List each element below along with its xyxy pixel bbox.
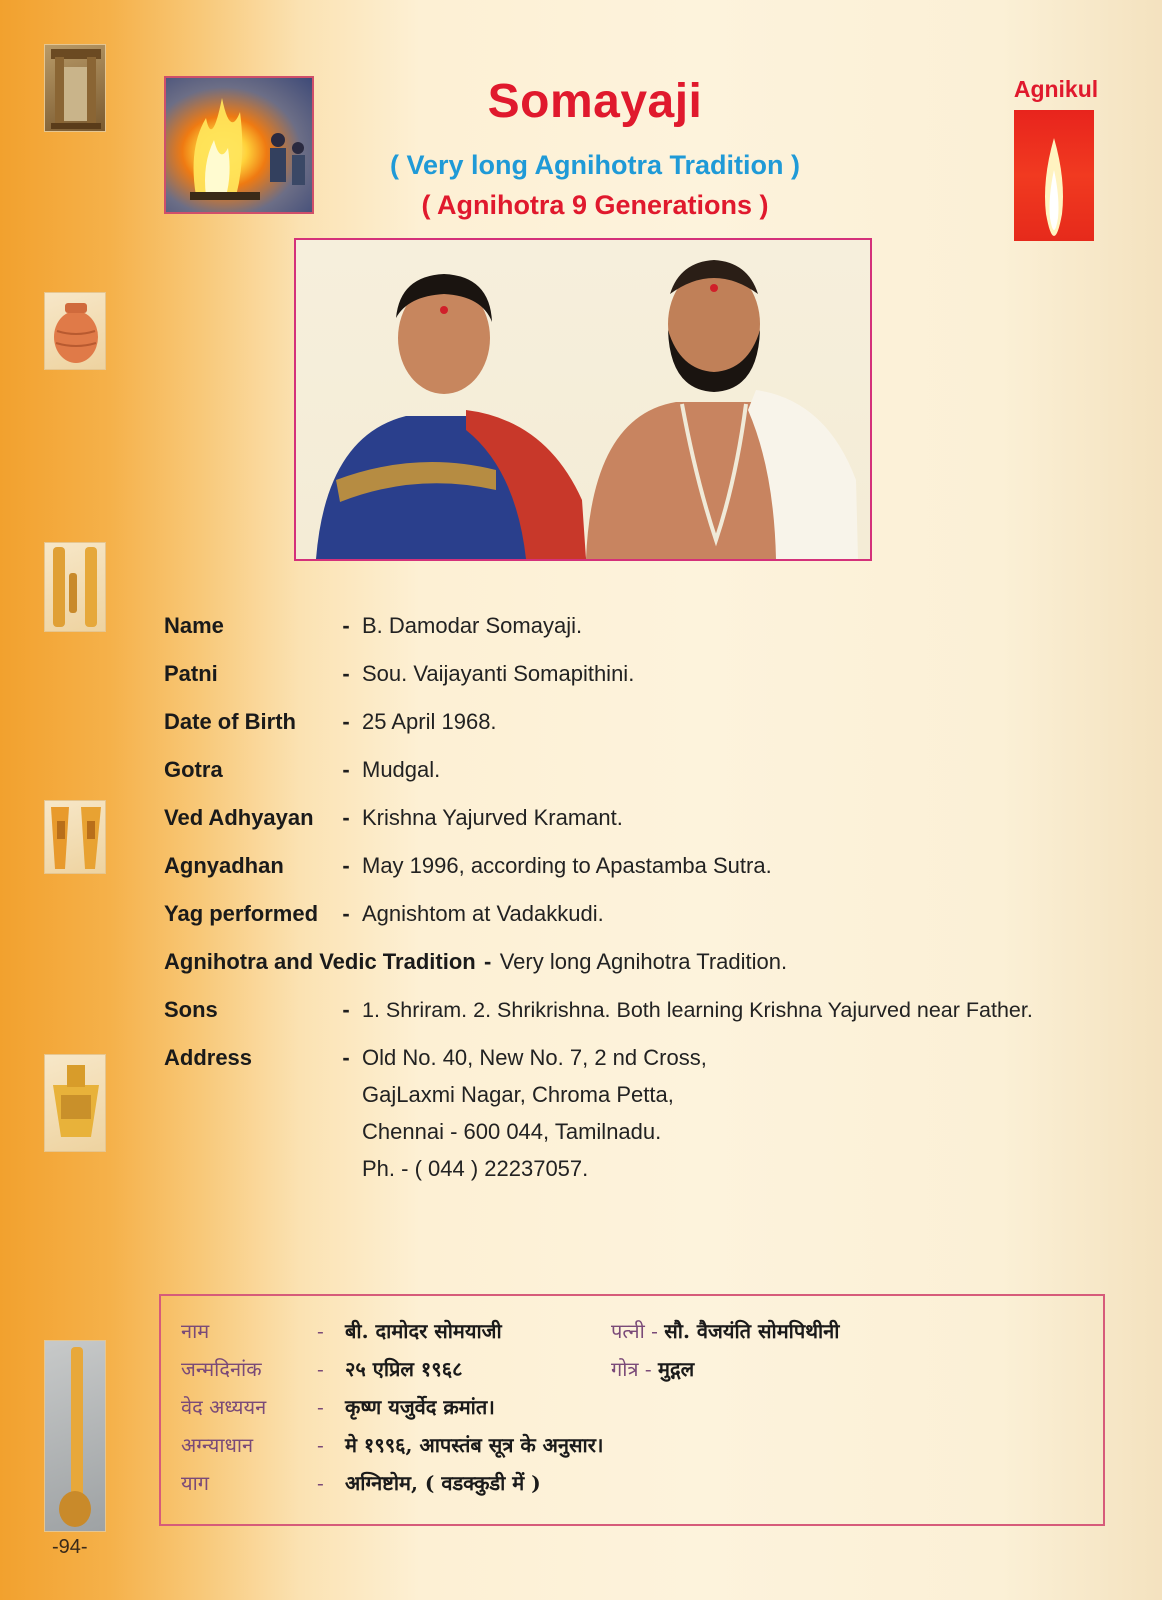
detail-value: B. Damodar Somayaji. (362, 613, 583, 638)
detail-separator: - (342, 709, 350, 734)
flame-icon (1014, 110, 1094, 241)
detail-row-patni (164, 660, 1124, 708)
detail-label: Name (164, 613, 224, 638)
hindi-label: नाम (181, 1319, 210, 1343)
hindi-label: याग (181, 1471, 210, 1495)
detail-separator: - (342, 901, 350, 926)
hindi-value: अग्निष्टोम, ( वडक्कुडी में ) (345, 1471, 541, 1495)
detail-row-dob (164, 708, 1124, 756)
agnihotra-fire-photo (164, 76, 314, 214)
detail-value: 1. Shriram. 2. Shrikrishna. Both learning Krishna Yajurved near Father. (362, 998, 1033, 1022)
detail-value: 25 April 1968. (362, 709, 497, 734)
subtitle-generations: ( Agnihotra 9 Generations ) (421, 190, 769, 220)
detail-value: May 1996, according to Apastamba Sutra. (362, 853, 772, 878)
address-line: Old No. 40, New No. 7, 2 nd Cross, (362, 1045, 707, 1070)
detail-label: Address (164, 1045, 253, 1070)
detail-row-sons (164, 996, 1124, 1044)
hindi-value: मे १९९६, आपस्तंब सूत्र के अनुसार। (345, 1433, 604, 1457)
hindi-value: मुद्गल (657, 1357, 695, 1381)
detail-separator: - (342, 757, 350, 782)
clay-pot-icon (45, 293, 106, 370)
wooden-ladles-icon (45, 801, 106, 874)
ritual-implement-thumbnail (44, 542, 106, 632)
detail-label: Date of Birth (164, 709, 296, 734)
hindi-separator: - (317, 1395, 324, 1419)
detail-label: Agnihotra and Vedic Tradition (164, 949, 476, 974)
detail-value: Sou. Vaijayanti Somapithini. (362, 661, 635, 686)
detail-label: Sons (164, 997, 218, 1022)
hindi-summary-box (159, 1294, 1105, 1526)
detail-row-ved-adhyayan (164, 804, 1124, 852)
address-line: GajLaxmi Nagar, Chroma Petta, (362, 1082, 674, 1107)
page-title: Somayaji (487, 75, 703, 128)
detail-separator: - (342, 661, 350, 686)
subtitle-tradition: ( Very long Agnihotra Tradition ) (389, 150, 800, 180)
hindi-label: जन्मदिनांक (181, 1357, 262, 1381)
profile-details (164, 612, 1124, 1192)
detail-label: Ved Adhyayan (164, 805, 314, 830)
couple-portrait-photo (294, 238, 872, 561)
detail-value: Krishna Yajurved Kramant. (362, 805, 623, 830)
wooden-spoon-icon (45, 1341, 106, 1532)
hindi-value: बी. दामोदर सोमयाजी (345, 1319, 502, 1343)
page-number: -94- (52, 1536, 88, 1558)
detail-separator: - (484, 949, 492, 974)
wooden-sticks-icon (45, 543, 106, 632)
hindi-label: पत्नी (611, 1319, 645, 1343)
address-lines (362, 1044, 1124, 1192)
detail-separator: - (342, 805, 350, 830)
hindi-separator: - (317, 1433, 324, 1457)
detail-separator: - (342, 853, 350, 878)
hindi-separator: - (651, 1319, 658, 1343)
hindi-row-gotra (611, 1354, 694, 1390)
detail-separator: - (342, 613, 350, 638)
detail-row-address (164, 1044, 1124, 1192)
hindi-separator: - (317, 1471, 324, 1495)
detail-label: Yag performed (164, 901, 319, 926)
hindi-row-patni (611, 1316, 839, 1352)
ritual-implement-thumbnail (44, 1054, 106, 1152)
detail-value: Agnishtom at Vadakkudi. (362, 901, 604, 926)
detail-separator: - (342, 997, 350, 1022)
ritual-implement-thumbnail (44, 292, 106, 370)
agnikul-label: Agnikul (1013, 76, 1099, 102)
hindi-label: अग्न्याधान (181, 1433, 254, 1457)
ritual-implement-thumbnail (44, 1340, 106, 1532)
hindi-separator: - (317, 1357, 324, 1381)
detail-value: Mudgal. (362, 757, 441, 782)
detail-label: Patni (164, 661, 218, 686)
hindi-value: २५ एप्रिल १९६८ (345, 1357, 463, 1381)
detail-row-yag (164, 900, 1124, 948)
ritual-implement-thumbnail (44, 44, 106, 132)
hindi-label: गोत्र (611, 1357, 639, 1381)
address-line: Chennai - 600 044, Tamilnadu. (362, 1119, 662, 1144)
hindi-value: सौ. वैजयंति सोमपिथीनी (664, 1319, 840, 1343)
agnikul-flame-logo (1014, 110, 1094, 241)
wooden-vessel-icon (45, 1055, 106, 1152)
hindi-value: कृष्ण यजुर्वेद क्रमांत। (345, 1395, 495, 1419)
detail-value: Very long Agnihotra Tradition. (499, 949, 788, 974)
detail-row-tradition (164, 948, 1124, 996)
wooden-frame-icon (45, 45, 106, 132)
detail-separator: - (342, 1045, 350, 1070)
detail-row-name (164, 612, 1124, 660)
detail-row-gotra (164, 756, 1124, 804)
hindi-separator: - (644, 1357, 652, 1381)
detail-row-agnyadhan (164, 852, 1124, 900)
hindi-label: वेद अध्ययन (181, 1395, 267, 1419)
hindi-separator: - (317, 1319, 324, 1343)
ritual-implement-thumbnail (44, 800, 106, 874)
detail-label: Agnyadhan (164, 853, 284, 878)
address-line: Ph. - ( 044 ) 22237057. (362, 1156, 589, 1181)
detail-label: Gotra (164, 757, 223, 782)
